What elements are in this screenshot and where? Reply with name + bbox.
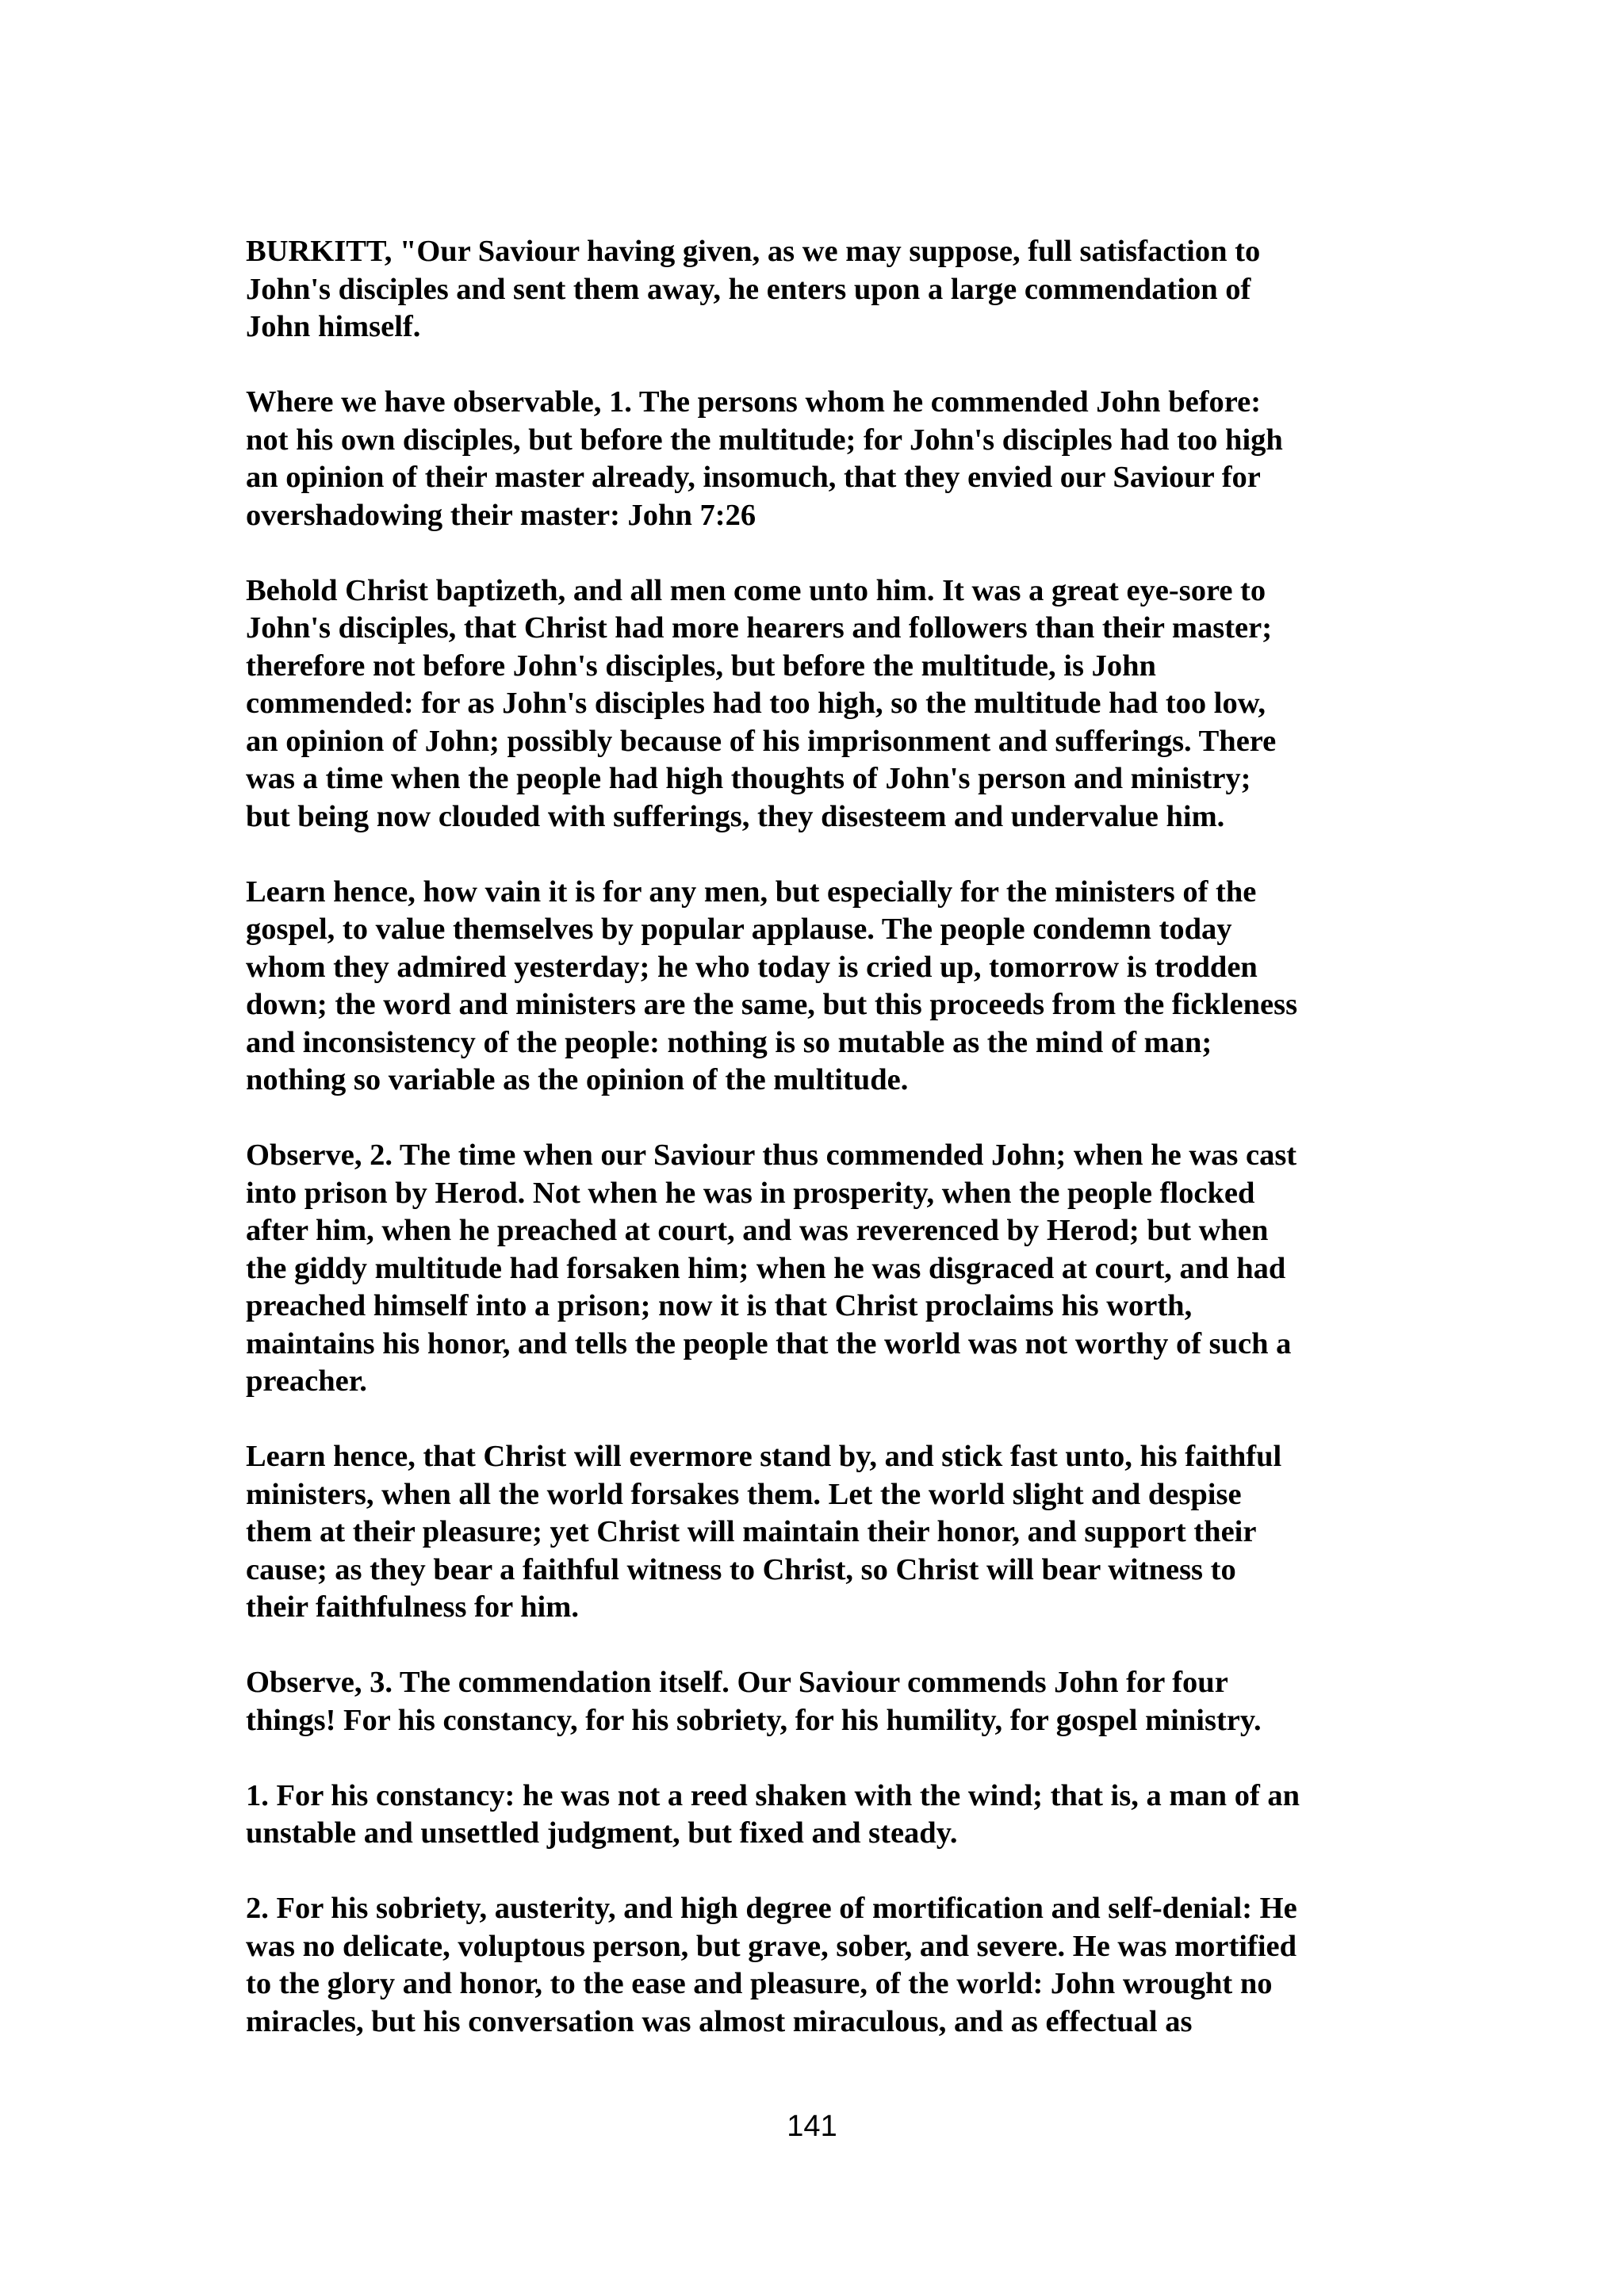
text-line: their faithfulness for him. — [246, 1590, 579, 1624]
text-line: preacher. — [246, 1364, 367, 1398]
paragraph — [246, 572, 1396, 836]
text-line: an opinion of their master already, insomuch, that they envied our Saviour for — [246, 461, 1261, 494]
text-line: overshadowing their master: John 7:26 — [246, 498, 756, 532]
text-line: Observe, 2. The time when our Saviour thus commended John; when he was cast — [246, 1138, 1297, 1172]
paragraph — [246, 384, 1396, 534]
text-line: maintains his honor, and tells the people that the world was not worthy of such a — [246, 1326, 1292, 1360]
paragraph — [246, 1137, 1396, 1401]
text-line: them at their pleasure; yet Christ will maintain their honor, and support their — [246, 1515, 1257, 1548]
text-line: John's disciples and sent them away, he enters upon a large commendation of — [246, 272, 1251, 306]
paragraph — [246, 1890, 1396, 2041]
text-line: was a time when the people had high thoughts of John's person and ministry; — [246, 762, 1251, 795]
page-number: 141 — [787, 2110, 837, 2143]
text-line: whom they admired yesterday; he who today is cried up, tomorrow is trodden — [246, 950, 1258, 984]
text-line: John himself. — [246, 310, 421, 343]
text-line: commended: for as John's disciples had too high, so the multitude had too low, — [246, 687, 1266, 720]
text-line: cause; as they bear a faithful witness to Christ, so Christ will bear witness to — [246, 1552, 1236, 1586]
text-line: 1. For his constancy: he was not a reed shaken with the wind; that is, a man of an — [246, 1778, 1300, 1812]
text-line: to the glory and honor, to the ease and pleasure, of the world: John wrought no — [246, 1967, 1273, 2000]
text-line: John's disciples, that Christ had more hearers and followers than their master; — [246, 611, 1273, 645]
text-line: unstable and unsettled judgment, but fixed and steady. — [246, 1816, 958, 1850]
text-line: into prison by Herod. Not when he was in prosperity, when the people flocked — [246, 1176, 1255, 1210]
paragraph — [246, 874, 1396, 1100]
paragraph — [246, 1664, 1396, 1739]
text-line: miracles, but his conversation was almost miraculous, and as effectual as — [246, 2004, 1193, 2038]
text-line: Behold Christ baptizeth, and all men come unto him. It was a great eye-sore to — [246, 573, 1266, 607]
text-line: preached himself into a prison; now it is that Christ proclaims his worth, — [246, 1289, 1193, 1322]
text-line: an opinion of John; possibly because of his imprisonment and sufferings. There — [246, 724, 1277, 758]
paragraph — [246, 1438, 1396, 1627]
text-line: ministers, when all the world forsakes them. Let the world slight and despise — [246, 1477, 1242, 1511]
text-line: 2. For his sobriety, austerity, and high degree of mortification and self-denial: He — [246, 1892, 1297, 1925]
paragraph — [246, 233, 1396, 346]
text-line: things! For his constancy, for his sobriety, for his humility, for gospel ministry. — [246, 1703, 1262, 1737]
text-line: nothing so variable as the opinion of the multitude. — [246, 1063, 909, 1096]
text-line: was no delicate, voluptous person, but grave, sober, and severe. He was mortified — [246, 1929, 1297, 1963]
text-line: therefore not before John's disciples, but before the multitude, is John — [246, 649, 1156, 683]
body-text — [246, 233, 1396, 2079]
text-line: Learn hence, that Christ will evermore stand by, and stick fast unto, his faithful — [246, 1440, 1282, 1473]
text-line: down; the word and ministers are the same, but this proceeds from the fickleness — [246, 988, 1298, 1021]
text-line: the giddy multitude had forsaken him; when he was disgraced at court, and had — [246, 1251, 1286, 1285]
text-line: and inconsistency of the people: nothing is so mutable as the mind of man; — [246, 1025, 1212, 1059]
paragraph — [246, 1777, 1396, 1853]
text-line: Observe, 3. The commendation itself. Our Saviour commends John for four — [246, 1666, 1228, 1699]
text-line: not his own disciples, but before the multitude; for John's disciples had too high — [246, 423, 1283, 457]
text-line: BURKITT, "Our Saviour having given, as we may suppose, full satisfaction to — [246, 235, 1261, 268]
text-line: gospel, to value themselves by popular applause. The people condemn today — [246, 913, 1232, 946]
text-line: after him, when he preached at court, and was reverenced by Herod; but when — [246, 1214, 1269, 1247]
text-line: Learn hence, how vain it is for any men, but especially for the ministers of the — [246, 874, 1257, 909]
text-line: but being now clouded with sufferings, they disesteem and undervalue him. — [246, 799, 1225, 833]
text-line: Where we have observable, 1. The persons whom he commended John before: — [246, 385, 1262, 419]
